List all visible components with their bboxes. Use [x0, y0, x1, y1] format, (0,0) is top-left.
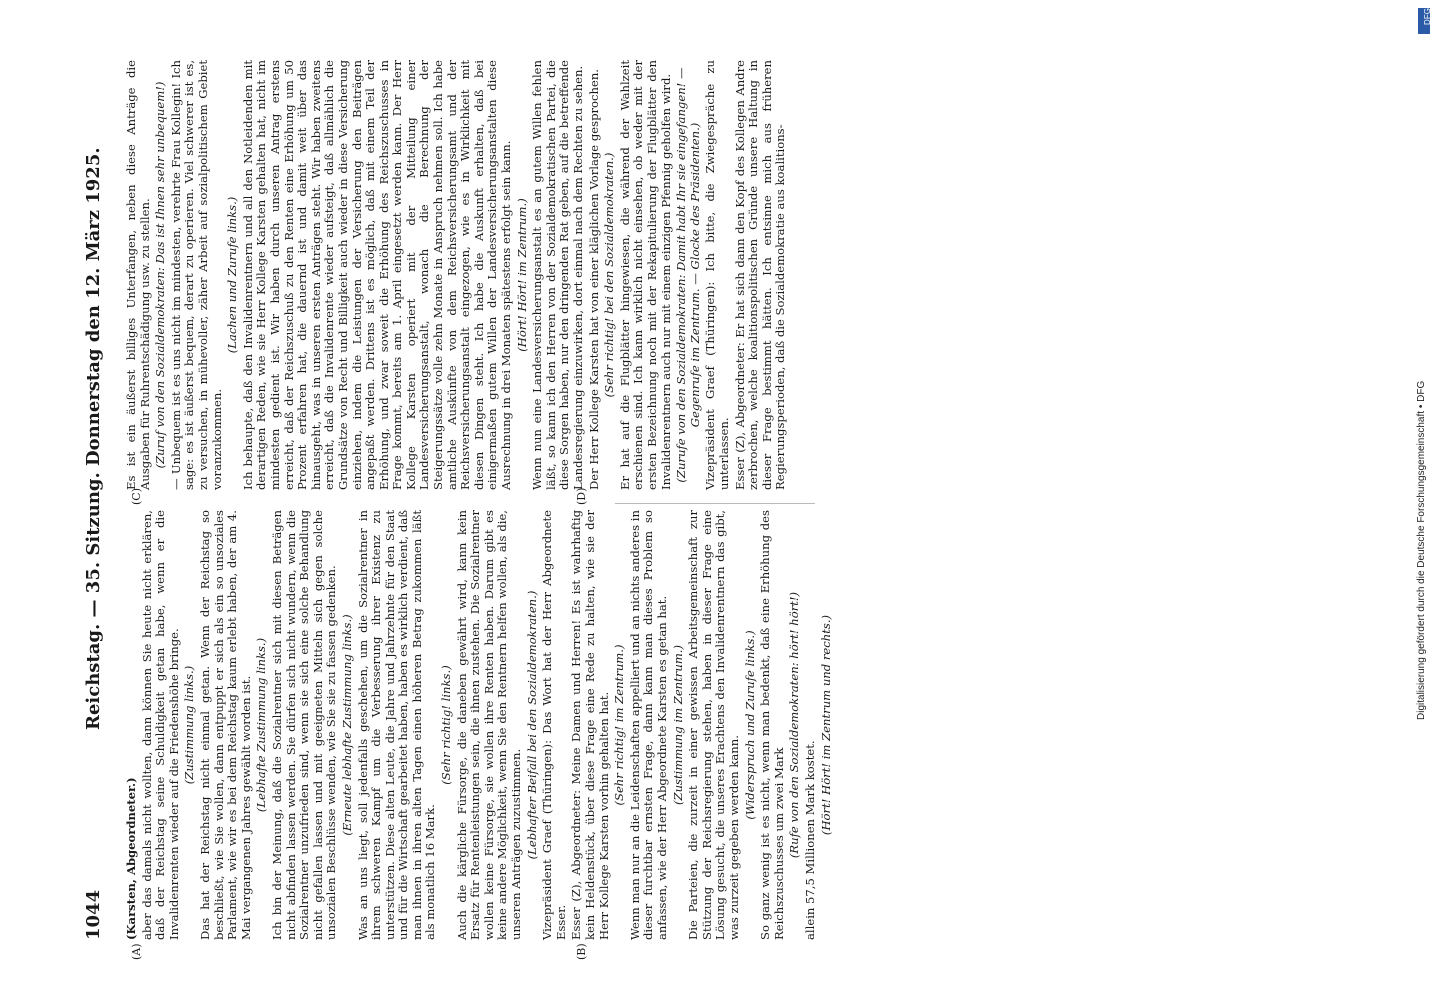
- interjection: (Lebhafte Zustimmung links.): [254, 637, 269, 813]
- digitization-credit-text: Digitalisierung gefördert durch die Deutsche Forschungsgemeinschaft • DFG: [1416, 380, 1427, 720]
- interjection: (Erneute lebhafte Zustimmung links.): [339, 614, 354, 836]
- paragraph: Ich bin der Meinung, daß die Sozialrentner sich mit diesen Beträgen nicht abfinden lassen werden. Sie dürfen sich nicht wundern, wenn die Sozialrentner unzufrieden sind, wenn sie sich eine solche Behandlung nicht gefallen lassen und mit geeigneten Mitteln sich gegen solche unsozialen Beschlüsse wenden, wie Sie sie zu fassen gedenken.: [269, 510, 339, 940]
- interjection: (Hört! Hört! im Zentrum und rechts.): [818, 614, 833, 836]
- left-text-column: [125, 510, 835, 940]
- paragraph: Was an uns liegt, soll jedenfalls geschehen, um die Sozialrentner in ihrem schweren Kampf um die Verbesserung ihrer Existenz zu unterstützen. Diese alten Leute, die Jahre und Jahrzehnte für den Staat und für die Wirtschaft gearbeitet haben, haben es wirklich verdient, daß man ihnen in ihren alten Tagen einen höheren Betrag zukommen läßt als monatlich 16 Mark.: [355, 510, 438, 940]
- right-text-column: [125, 60, 790, 490]
- paragraph: Es ist ein äußerst billiges Unterfangen, neben diese Anträge die Ausgaben für Ruhrentschädigung usw. zu stellen.: [124, 60, 152, 490]
- paragraph: Die Parteien, die zurzeit in einer gewissen Arbeitsgemeinschaft zur Stützung der Reichsregierung stehen, haben in dieser Frage eine Lösung gesucht, die unseres Erachtens den Invalidenrentnern das gibt, was zurzeit gegeben werden kann.: [686, 510, 741, 940]
- interjection: (Zurufe von den Sozialdemokraten: Damit habt Ihr sie eingefangen! — Gegenrufe im Zentrum. — Glocke des Präsidenten.): [674, 67, 702, 483]
- interjection: (Sehr richtig! im Zentrum.): [612, 644, 627, 806]
- interjection: (Zuruf von den Sozialdemokraten: Das ist Ihnen sehr unbequem!): [153, 81, 168, 469]
- page-header: [75, 60, 115, 940]
- rotated-document-page: [55, 0, 1285, 1000]
- paragraph: Esser (Z), Abgeordneter: Meine Damen und Herren! Es ist wahrhaftig kein Heldenstück, über diese Frage eine Rede zu halten, wie sie der Herr Kollege Karsten vorhin gehalten hat.: [569, 510, 611, 940]
- paragraph: — Unbequem ist es uns nicht im mindesten, verehrte Frau Kollegin! Ich sage: es ist äußerst bequem, derart zu operieren. Viel schwerer ist es, zu versuchen, in mühevoller, zäher Arbeit auf sozialpolitischem Gebiet voranzukommen.: [168, 60, 224, 490]
- paragraph: allein 57,5 Millionen Mark kostet.: [802, 740, 817, 940]
- paragraph: Vizepräsident Graef (Thüringen): Das Wort hat der Herr Abgeordnete Esser.: [540, 510, 568, 940]
- margin-letter-b: (B): [575, 943, 588, 960]
- paragraph: Vizepräsident Graef (Thüringen): Ich bitte, die Zwiegespräche zu unterlassen.: [703, 60, 731, 490]
- interjection: (Sehr richtig! links.): [439, 665, 454, 785]
- margin-letter-a: (A): [130, 943, 143, 960]
- paragraph: So ganz wenig ist es nicht, wenn man bedenkt, daß eine Erhöhung des Reichszuschusses um zwei Mark: [758, 510, 786, 940]
- page-number: 1044: [83, 889, 104, 940]
- paragraph: Der Herr Kollege Karsten hat von einer kläglichen Vorlage gesprochen.: [586, 69, 601, 490]
- interjection: (Hört! Hört! im Zentrum.): [514, 198, 529, 352]
- interjection: (Rufe von den Sozialdemokraten: hört! hört!): [787, 591, 802, 859]
- paragraph: aber das damals nicht wollten, dann können Sie heute nicht erklären, daß der Reichstag seine Schuldigkeit getan habe, wenn er die Invalidenrenten wieder auf die Friedenshöhe bringe.: [139, 510, 181, 940]
- digitization-credit: [1416, 20, 1430, 720]
- paragraph: Wenn nun eine Landesversicherungsanstalt es an gutem Willen fehlen läßt, so kann ich den Herren von der Sozialdemokratischen Partei, die diese Sorgen haben, nur den dringenden Rat geben, auf die betreffende Landesregierung einzuwirken, dort einmal nach dem Rechten zu sehen.: [530, 60, 585, 490]
- paragraph: (Karsten, Abgeordneter.): [124, 777, 138, 940]
- page-header-title: Reichstag. — 35. Sitzung. Donnerstag den 12. März 1925.: [83, 147, 104, 730]
- margin-letter-d: (D): [575, 487, 588, 505]
- paragraph: Das hat der Reichstag nicht einmal getan. Wenn der Reichstag so beschließt, wie Sie wollen, dann entpuppt er sich als ein so unsoziales Parlament, wie wir es bei dem Reichstag kaum erlebt haben, der am 4. Mai vergangenen Jahres gewählt worden ist.: [197, 510, 253, 940]
- interjection: (Widerspruch und Zurufe links.): [742, 630, 757, 820]
- margin-letter-c: (C): [130, 488, 143, 505]
- interjection: (Zustimmung im Zentrum.): [670, 644, 685, 806]
- column-divider: [615, 503, 815, 504]
- interjection: (Zustimmung links.): [182, 665, 197, 785]
- dfg-badge-label: DFG: [1422, 8, 1432, 25]
- interjection: (Sehr richtig! bei den Sozialdemokraten.): [602, 152, 617, 398]
- paragraph: Auch die kärgliche Fürsorge, die daneben gewährt wird, kann kein Ersatz für Rentenleistungen sein, die ihnen zustehen. Die Sozialrentner wollen keine Fürsorge, sie wollen ihre Renten haben. Darum gibt es keine andere Möglichkeit, wenn Sie den Rentnern helfen wollen, als die, unseren Anträgen zuzustimmen.: [454, 510, 524, 940]
- interjection: (Lebhafter Beifall bei den Sozialdemokraten.): [524, 590, 539, 860]
- paragraph: Esser (Z), Abgeordneter: Er hat sich dann den Kopf des Kollegen Andre zerbrochen, welche koalitionspolitischen Gründe unsere Haltung in dieser Frage bestimmt hätten. Ich entsinne mich aus früheren Regierungsperioden, daß die Sozialdemokratie aus koalitions-: [732, 60, 788, 490]
- paragraph: Wenn man nur an die Leidenschaften appelliert und an nichts anderes in dieser furchtbar ernsten Frage, dann kann man dieses Problem so anfassen, wie der Herr Abgeordnete Karsten es getan hat.: [627, 510, 669, 940]
- paragraph: Ich behaupte, daß den Invalidenrentnern und all den Notleidenden mit derartigen Reden, wie sie Herr Kollege Karsten gehalten hat, nicht im mindesten gedient ist. Wir haben durch unseren Antrag erstens erreicht, daß der Reichszuschuß zu den Renten eine Erhöhung um 50 Prozent erfahren hat, die dauernd ist und damit weit über das hinausgeht, was in unseren ersten Anträgen steht. Wir haben zweitens erreicht, daß die Invalidenrente wieder aufsteigt, daß allmählich die Grundsätze von Recht und Billigkeit auch wieder in diese Versicherung einziehen, indem die Leistungen der Versicherung den Beiträgen angepaßt werden. Drittens ist es möglich, daß mit einem Teil der Erhöhung, und zwar soweit die Erhöhung des Reichszuschusses in Frage kommt, bereits am 1. April eingesetzt werden kann. Der Herr Kollege Karsten operiert mit der Mitteilung einer Landesversicherungsanstalt, wonach die Berechnung der Steigerungssätze volle zehn Monate in Anspruch nehmen soll. Ich habe amtliche Auskünfte von dem Reichsversicherungsamt und der Reichsversicherungsanstalt eingezogen, wie es in Wirklichkeit mit diesen Dingen steht. Ich habe die Auskunft erhalten, daß bei einigermaßen gutem Willen der Landesversicherungsanstalten diese Ausrechnung in drei Monaten spätestens erfolgt sein kann.: [240, 60, 514, 490]
- paragraph: Er hat auf die Flugblätter hingewiesen, die während der Wahlzeit erschienen sind. Ich kann wirklich nicht einsehen, ob weder mit der ersten Bezeichnung noch mit der Rekapitulierung der Flugblätter den Invalidenrentnern auch nur mit einem einzigen Pfennig geholfen wird.: [617, 60, 673, 490]
- interjection: (Lachen und Zurufe links.): [225, 196, 240, 354]
